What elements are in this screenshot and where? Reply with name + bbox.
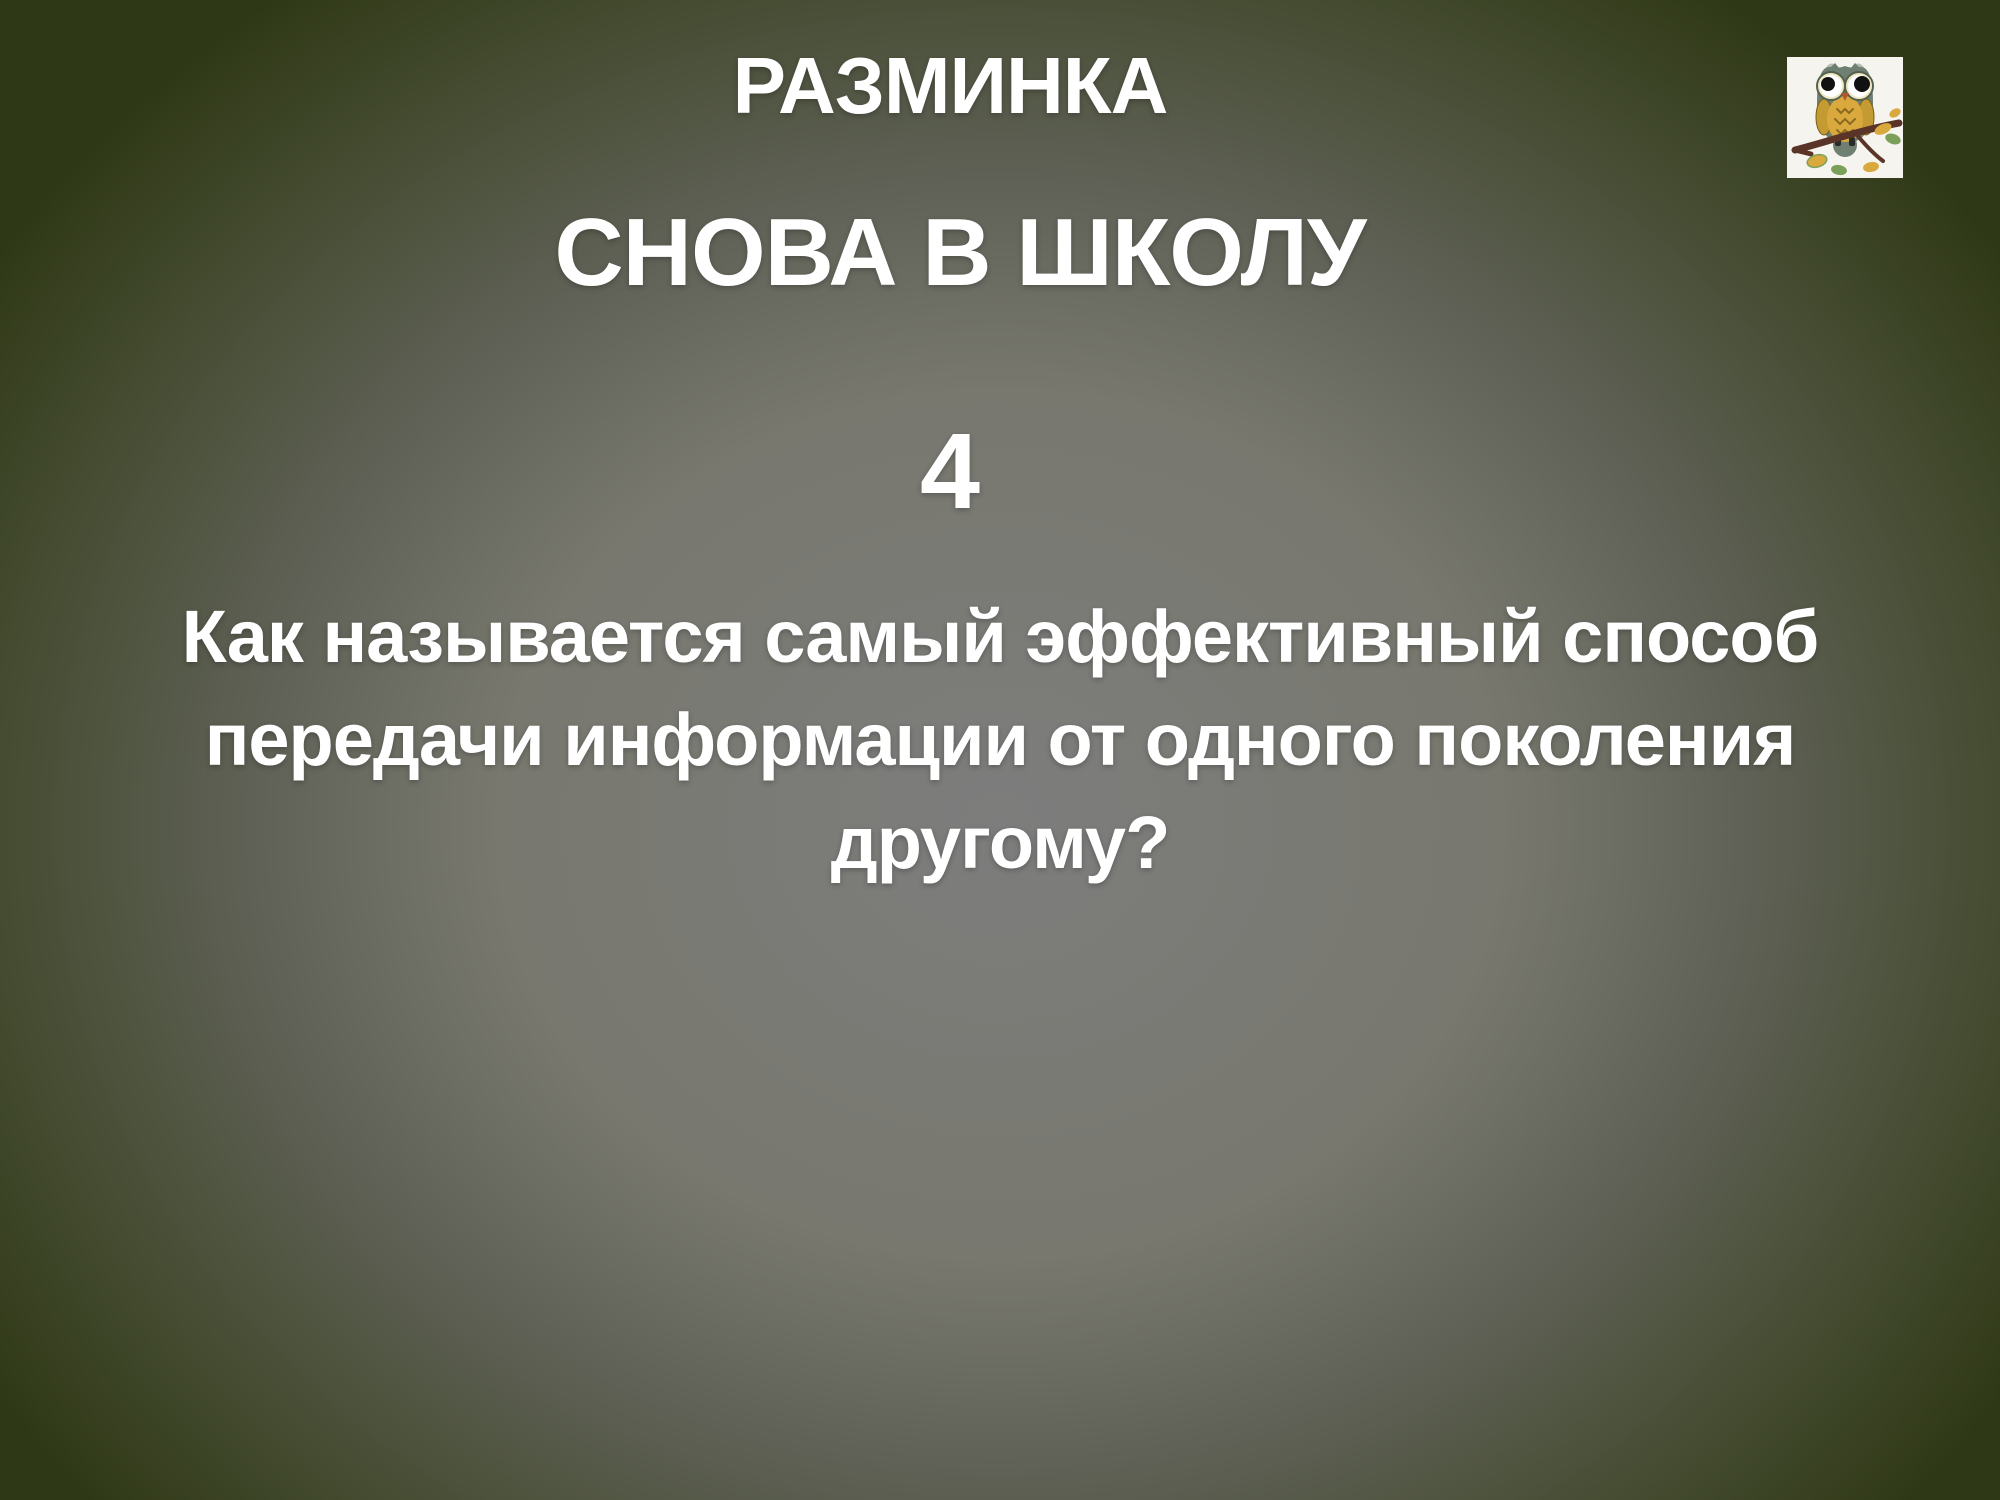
owl-on-branch-icon <box>1787 57 1903 178</box>
question-number: 4 <box>919 410 981 531</box>
question-text <box>70 585 1930 894</box>
question-line-2: передачи информации от одного поколения <box>204 698 1796 781</box>
owl-clipart <box>1787 57 1903 178</box>
slide-title: СНОВА В ШКОЛУ <box>554 199 1366 306</box>
question-line-3: другому? <box>830 801 1170 884</box>
slide-kicker: РАЗМИНКА <box>732 41 1168 130</box>
question-line-1: Как называется самый эффективный способ <box>181 595 1819 678</box>
